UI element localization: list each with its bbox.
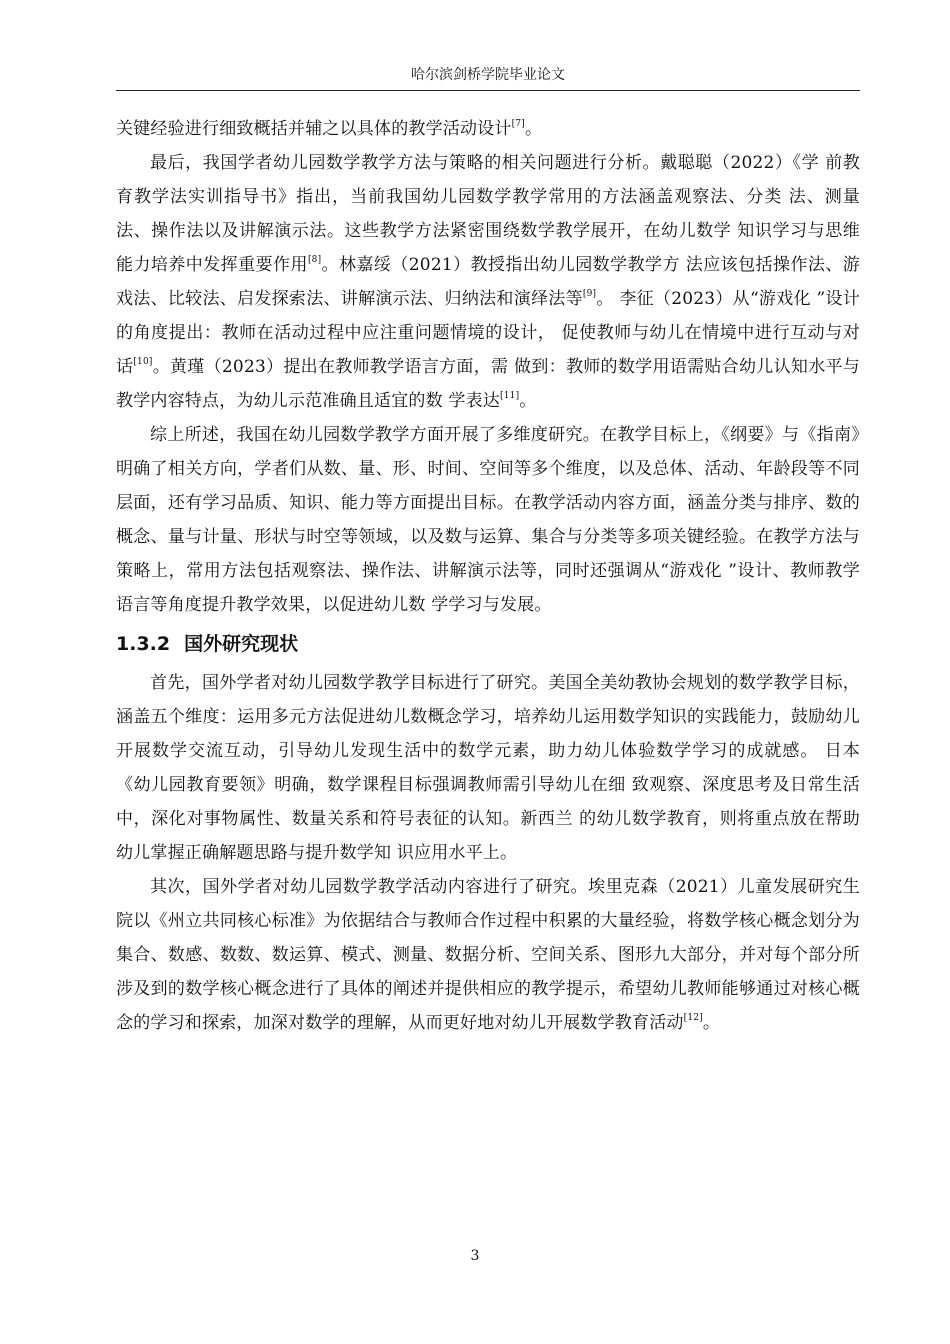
thesis-body	[116, 112, 860, 1040]
citation-ref: [7]	[511, 119, 525, 129]
citation-ref: [9]	[582, 289, 597, 299]
citation-ref: [11]	[500, 391, 520, 401]
paragraph-summary: 综上所述，我国在幼儿园数学教学方面开展了多维度研究。在教学目标上，《纲要》与《指南》明确了相关方向，学者们从数、量、形、时间、空间等多个维度，以及总体、活动、年龄段等不同层面，还有学习品质、知识、能力等方面提出目标。在教学活动内容方面，涵盖分类与排序、数的概念、量与计量、形状与时空等领域，以及数与运算、集合与分类等多项关键经验。在教学方法与策略上，常用方法包括观察法、操作法、讲解演示法等，同时还强调从“游戏化 ”设计、教师教学语言等角度提升教学效果，以促进幼儿数 学学习与发展。	[116, 425, 860, 615]
paragraph-foreign-goals: 首先，国外学者对幼儿园数学教学目标进行了研究。美国全美幼教协会规划的数学教学目标，涵盖五个维度：运用多元方法促进幼儿数概念学习，培养幼儿运用数学知识的实践能力，鼓励幼儿开展数学交流互动，引导幼儿发现生活中的数学元素，助力幼儿体验数学学习的成就感。 日本《幼儿园教育要领》明确，数学课程目标强调教师需引导幼儿在细 致观察、深度思考及日常生活中，深化对事物属性、数量关系和符号表征的认知。新西兰 的幼儿数学教育，则将重点放在帮助幼儿掌握正确解题思路与提升数学知 识应用水平上。	[116, 673, 860, 863]
paragraph-domestic-methods: 最后，我国学者幼儿园数学教学方法与策略的相关问题进行分析。戴聪聪（2022）《学 前教育教学法实训指导书》指出，当前我国幼儿园数学教学常用的方法涵盖观察法、分类 法、测量法、操作法以及讲解演示法。这些教学方法紧密围绕数学教学展开，在幼儿数学 知识学习与思维能力培养中发挥重要作用[8]。林嘉绥（2021）教授指出幼儿园数学教学方 法应该包括操作法、游戏法、比较法、启发探索法、讲解演示法、归纳法和演绎法等[9]。 李征（2023）从“游戏化 ”设计的角度提出：教师在活动过程中应注重问题情境的设计， 促使教师与幼儿在情境中进行互动与对话[10]。黄瑾（2023）提出在教师教学语言方面，需 做到：教师的数学用语需贴合幼儿认知水平与教学内容特点，为幼儿示范准确且适宜的数 学表达[11]。	[116, 153, 861, 411]
paragraph-continuation: 关键经验进行细致概括并辅之以具体的教学活动设计[7]。	[116, 119, 543, 139]
page-header	[116, 64, 860, 91]
section-number: 1.3.2	[116, 633, 171, 655]
citation-ref: [8]	[307, 255, 322, 265]
citation-ref: [10]	[133, 357, 153, 367]
section-title: 国外研究现状	[184, 633, 299, 655]
paragraph-foreign-content: 其次，国外学者对幼儿园数学教学活动内容进行了研究。埃里克森（2021）儿童发展研究生院以《州立共同核心标准》为依据结合与教师合作过程中积累的大量经验，将数学核心概念划分为集合、数感、数数、数运算、模式、测量、数据分析、空间关系、图形九大部分，并对每个部分所涉及到的数学核心概念进行了具体的阐述并提供相应的教学提示，希望幼儿教师能够通过对核心概念的学习和探索，加深对数学的理解，从而更好地对幼儿开展数学教育活动[12]。	[116, 877, 860, 1033]
section-heading	[116, 626, 860, 662]
page-number: 3	[470, 1248, 480, 1264]
citation-ref: [12]	[683, 1013, 703, 1023]
header-title: 哈尔滨剑桥学院毕业论文	[411, 67, 565, 83]
